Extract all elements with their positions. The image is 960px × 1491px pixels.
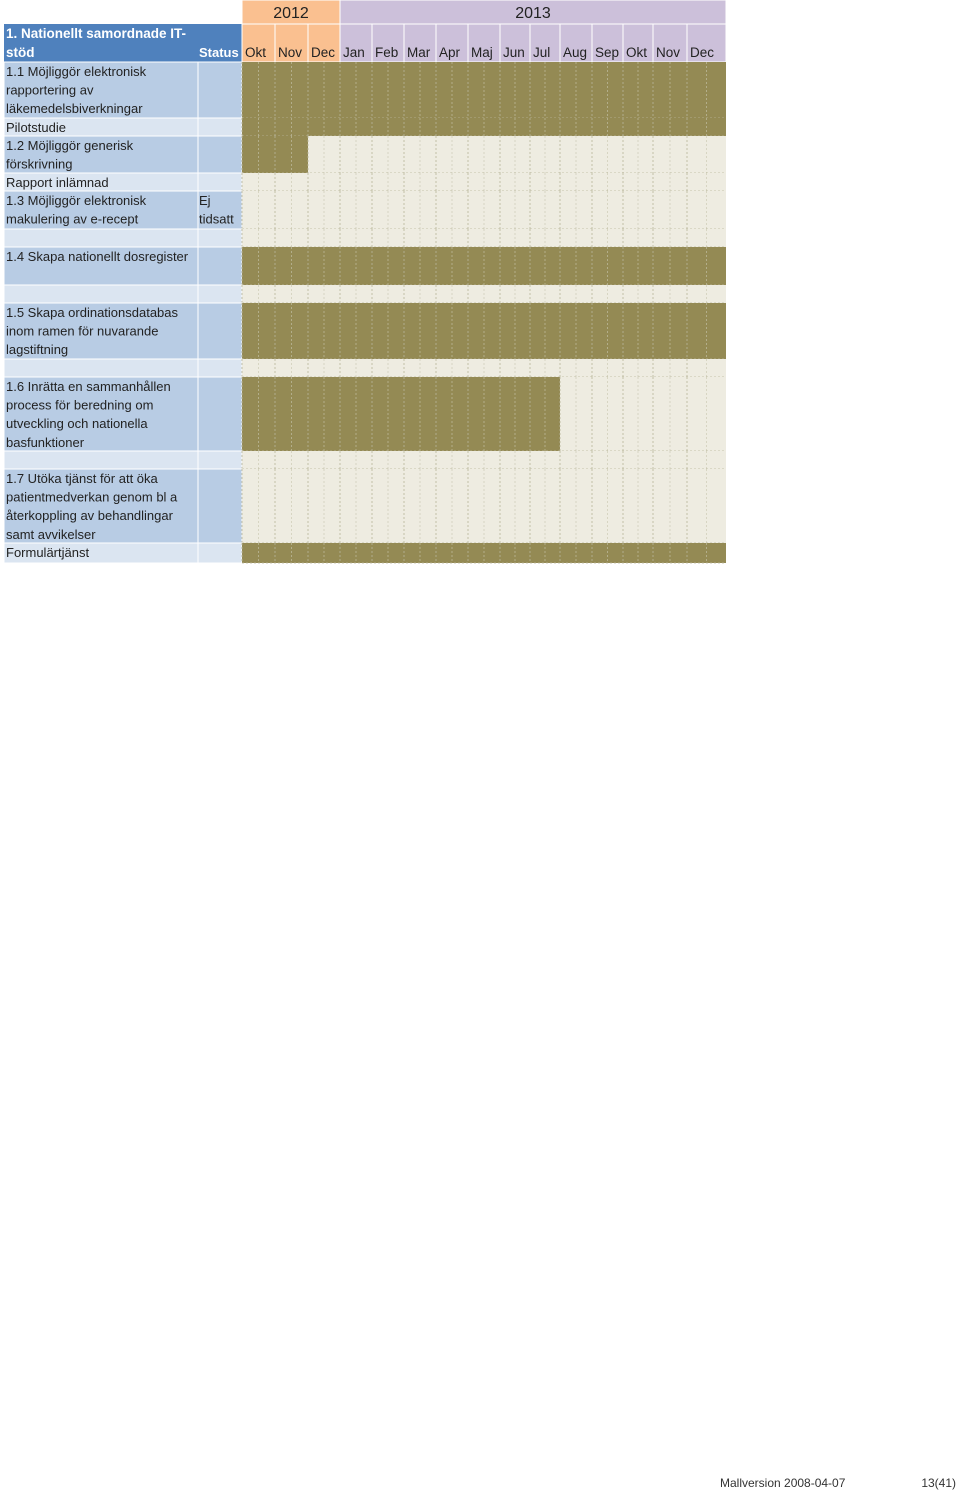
row-status-cell-10 [198,377,242,451]
row-status-4-line-1: tidsatt [199,211,234,227]
month-label-0: Okt [245,45,267,60]
month-label-1: Nov [278,45,303,60]
row-label-3-line-0: Rapport inlämnad [6,175,109,190]
row-label-cell-5 [4,229,198,247]
month-label-10: Aug [563,45,588,60]
row-label-6-line-0: 1.4 Skapa nationellt dosregister [6,249,189,264]
row-status-cell-0 [198,62,242,118]
row-status-cell-11 [198,451,242,469]
month-label-7: Maj [471,45,493,60]
row-label-4-line-0: 1.3 Möjliggör elektronisk [6,193,147,208]
row-label-10-line-3: basfunktioner [6,434,85,450]
row-label-8-line-2: lagstiftning [6,342,69,358]
row-label-cell-9 [4,359,198,377]
year-label-2013: 2013 [515,5,551,22]
row-label-0-line-2: läkemedelsbiverkningar [6,101,143,117]
year-label-2012: 2012 [273,5,309,22]
month-label-12: Okt [626,45,648,60]
row-label-13-line-0: Formulärtjänst [6,545,90,560]
row-label-0-line-0: 1.1 Möjliggör elektronisk [6,64,147,79]
row-status-cell-9 [198,359,242,377]
month-label-4: Feb [375,45,399,60]
month-label-14: Dec [690,45,715,60]
row-status-cell-2 [198,136,242,173]
row-label-cell-7 [4,285,198,303]
month-label-2: Dec [311,45,336,60]
month-label-13: Nov [656,45,681,60]
row-label-10-line-2: utveckling och nationella [6,416,148,432]
row-status-cell-5 [198,229,242,247]
row-label-12-line-2: återkoppling av behandlingar [6,508,173,524]
row-status-cell-13 [198,543,242,563]
row-label-12-line-0: 1.7 Utöka tjänst för att öka [6,471,158,486]
chart-title-line-0: 1. Nationellt samordnade IT- [6,26,187,41]
month-label-9: Jul [533,45,551,60]
row-label-4-line-1: makulering av e-recept [6,211,139,227]
month-label-6: Apr [439,45,461,60]
row-label-cell-11 [4,451,198,469]
gantt-bar-10 [242,377,560,451]
chart-title-line-1: stöd [6,45,35,60]
month-label-11: Sep [595,45,620,60]
row-label-12-line-1: patientmedverkan genom bl a [6,489,178,505]
row-status-4-line-0: Ej [199,193,211,208]
gantt-chart [0,0,730,575]
row-status-cell-3 [198,173,242,191]
row-label-1-line-0: Pilotstudie [6,120,66,135]
month-label-8: Jun [503,45,525,60]
status-header: Status [199,45,239,60]
row-label-12-line-3: samt avvikelser [6,526,96,542]
row-status-cell-7 [198,285,242,303]
row-label-10-line-0: 1.6 Inrätta en sammanhållen [6,379,171,394]
footer-page-number: 13(41) [921,1476,956,1490]
row-status-cell-12 [198,469,242,543]
month-label-3: Jan [343,45,365,60]
row-status-cell-1 [198,118,242,136]
row-status-cell-8 [198,303,242,359]
row-label-8-line-1: inom ramen för nuvarande [6,323,159,339]
row-label-10-line-1: process för beredning om [6,397,154,413]
row-label-8-line-0: 1.5 Skapa ordinationsdatabas [6,305,179,320]
row-label-2-line-1: förskrivning [6,156,73,172]
month-label-5: Mar [407,45,431,60]
row-label-2-line-0: 1.2 Möjliggör generisk [6,138,134,153]
footer-template-version: Mallversion 2008-04-07 [720,1476,846,1490]
row-status-cell-6 [198,247,242,285]
row-label-0-line-1: rapportering av [6,82,94,98]
